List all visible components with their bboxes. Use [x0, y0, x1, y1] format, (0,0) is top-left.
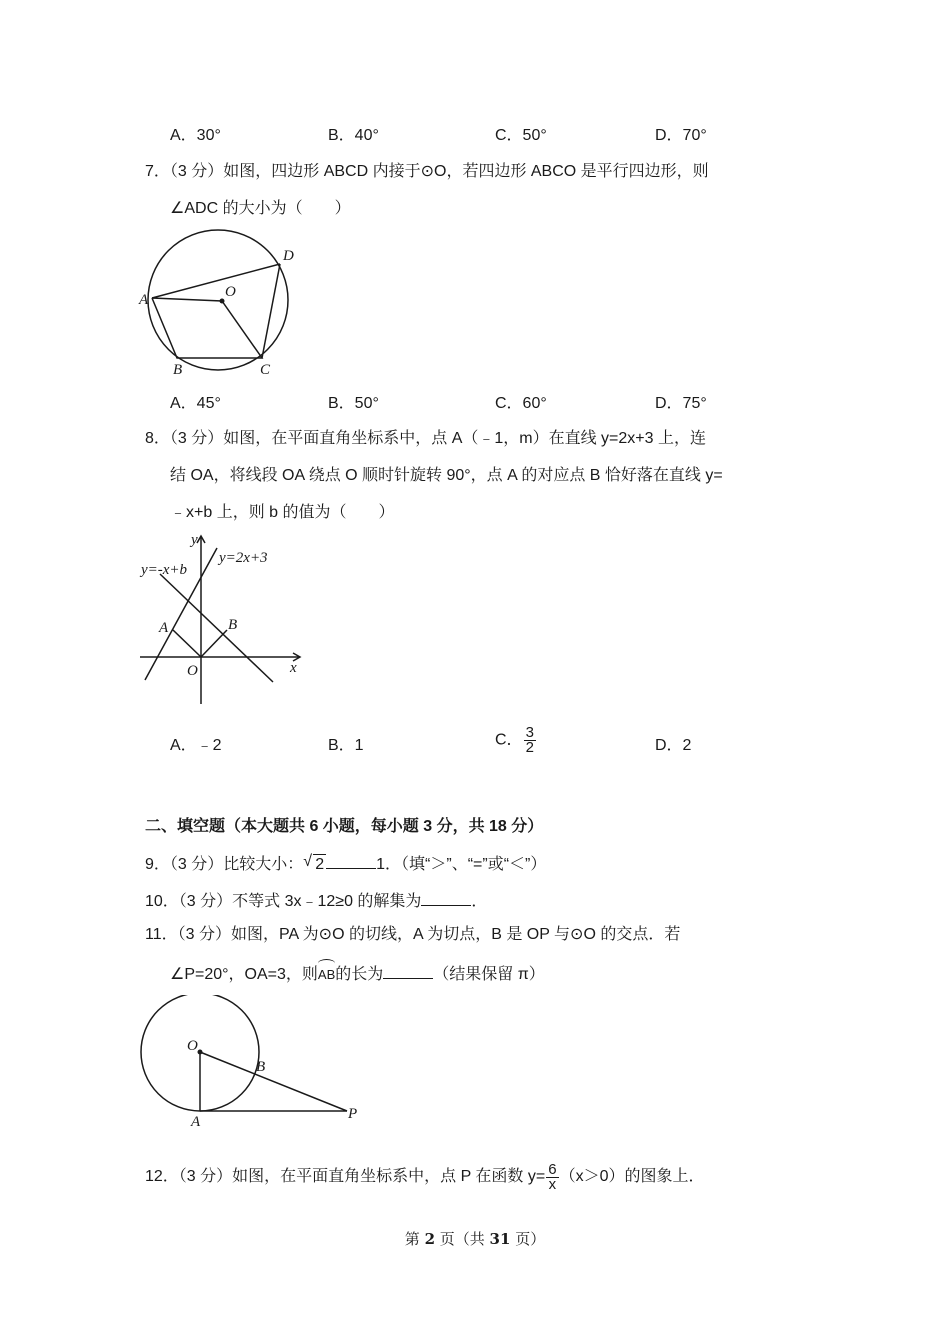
q8-option-c-fraction: $\frac{3}{2}$ [525, 724, 534, 756]
q9-answer-blank[interactable] [326, 852, 376, 869]
q11-label-a: A [191, 1114, 201, 1130]
q12-fraction: $\frac{6}{x}$ [548, 1160, 557, 1193]
q12-stem: 12．（3 分）如图，在平面直角坐标系中，点 P 在函数 y= $\frac{6}{x}$ （x＞0）的图象上． [145, 1160, 705, 1193]
q7-option-a: A．45° [170, 395, 221, 412]
q8-stem-line1: 8．（3 分）如图，在平面直角坐标系中，点 A（﹣1，m）在直线 y=2x+3 上，连 [145, 430, 706, 447]
q6-option-a: A．30° [170, 127, 221, 144]
q11-label-p: P [348, 1106, 358, 1122]
q8-option-a: A．﹣2 [170, 737, 222, 754]
q6-option-d: D．70° [655, 127, 707, 144]
arc-ab: AB [318, 965, 335, 985]
q7-label-o: O [225, 284, 236, 300]
q7-figure [135, 228, 305, 378]
section-2-title: 二、填空题（本大题共 6 小题，每小题 3 分，共 18 分） [145, 818, 544, 835]
q11-figure [135, 995, 375, 1130]
q7-label-b: B [173, 362, 183, 378]
q6-option-c: C．50° [495, 127, 547, 144]
q11-label-b: B [256, 1059, 266, 1075]
q8-stem-line2: 结 OA，将线段 OA 绕点 O 顺时针旋转 90°，点 A 的对应点 B 恰好落在直线 y= [170, 467, 723, 484]
page-total: 31 [489, 1230, 511, 1248]
q8-label-b: B [228, 617, 238, 633]
q7-option-c: C．60° [495, 395, 547, 412]
q8-label-y: y [191, 532, 198, 548]
q7-label-d: D [283, 248, 294, 264]
q6-option-b: B．40° [328, 127, 379, 144]
q8-label-line2: y=2x+3 [219, 550, 268, 566]
q8-label-x: x [290, 660, 297, 676]
q8-option-d: D．2 [655, 737, 692, 754]
q11-answer-blank[interactable] [383, 962, 433, 979]
q8-stem-line3: ﹣x+b 上，则 b 的值为（ ） [170, 504, 395, 521]
q7-stem-line2: ∠ADC 的大小为（ ） [170, 200, 351, 217]
q7-label-a: A [139, 292, 149, 308]
page-number: 2 [424, 1230, 435, 1248]
sqrt-symbol: √ 2 [303, 853, 325, 873]
q10-answer-blank[interactable] [421, 889, 471, 906]
page-footer: 第 2 页（共 31 页） [404, 1230, 546, 1248]
q11-stem-line1: 11．（3 分）如图，PA 为⊙O 的切线，A 为切点，B 是 OP 与⊙O 的交点．若 [145, 926, 681, 943]
q10-stem: 10．（3 分）不等式 3x﹣12≥0 的解集为 ． [145, 889, 487, 912]
q7-option-b: B．50° [328, 395, 379, 412]
q7-option-d: D．75° [655, 395, 707, 412]
q11-label-o: O [187, 1038, 198, 1054]
q8-figure [135, 532, 310, 707]
q7-label-c: C [260, 362, 271, 378]
q8-label-o: O [187, 663, 198, 679]
q9-stem: 9．（3 分）比较大小： √ 2 1．（填“＞”、“=”或“＜”） [145, 853, 547, 873]
q7-stem-line1: 7．（3 分）如图，四边形 ABCD 内接于⊙O，若四边形 ABCO 是平行四边形，则 [145, 163, 709, 180]
q8-option-c: C． $\frac{3}{2}$ [495, 724, 534, 756]
q8-option-b: B．1 [328, 737, 364, 754]
q8-label-a: A [159, 620, 169, 636]
q8-label-line1: y=-x+b [141, 562, 188, 578]
q11-stem-line2: ∠P=20°，OA=3，则 AB的长为 （结果保留 π） [170, 962, 545, 985]
